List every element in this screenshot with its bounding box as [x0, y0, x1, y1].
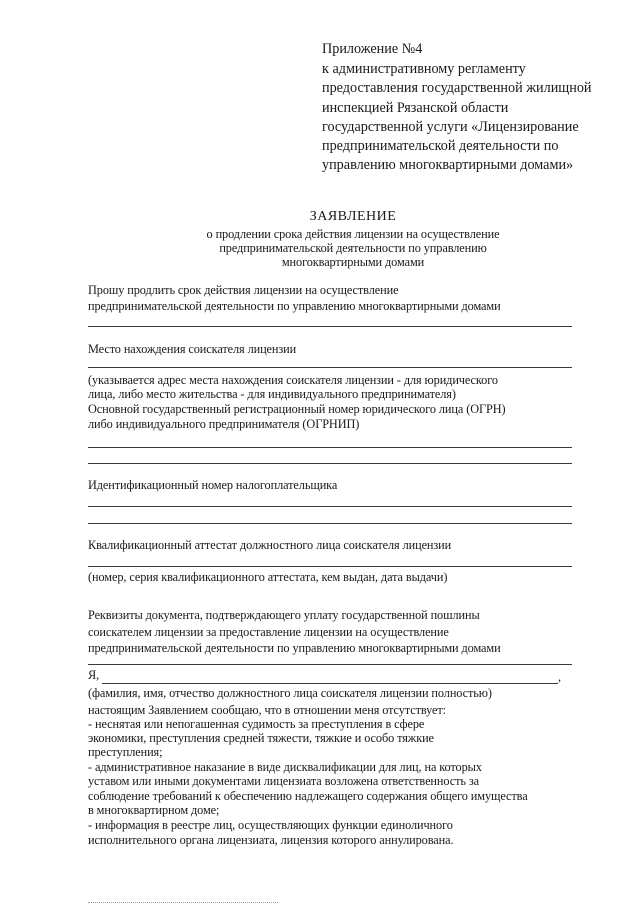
payment-label: предпринимательской деятельности по управлению многоквартирными домами — [88, 641, 501, 655]
declaration-line: исполнительного органа лицензиата, лицензия которого аннулирована. — [88, 833, 454, 847]
certificate-label: Квалификационный аттестат должностного лица соискателя лицензии — [88, 538, 452, 552]
declaration-line: настоящим Заявлением сообщаю, что в отношении меня отсутствует: — [88, 703, 446, 717]
inn-fill-line[interactable] — [88, 506, 572, 507]
ogrn-fill-line[interactable] — [88, 463, 572, 464]
appendix-line: к административному регламенту — [322, 61, 526, 77]
appendix-line: Приложение №4 — [322, 41, 423, 57]
inn-fill-line[interactable] — [88, 523, 572, 524]
declaration-line: - неснятая или непогашенная судимость за преступления в сфере — [88, 717, 425, 731]
declaration-name-line[interactable] — [102, 683, 558, 684]
location-fill-line[interactable] — [88, 367, 572, 368]
certificate-fill-line[interactable] — [88, 566, 572, 567]
request-text: предпринимательской деятельности по управлению многоквартирными домами — [88, 299, 501, 313]
declaration-prefix: Я, — [88, 668, 100, 682]
declaration-line: преступления; — [88, 745, 163, 759]
document-title: ЗАЯВЛЕНИЕ — [309, 209, 397, 224]
ogrn-label: либо индивидуального предпринимателя (ОГРНИП) — [88, 417, 360, 431]
scan-artifact-line — [88, 902, 278, 903]
document-subtitle: предпринимательской деятельности по управлению — [219, 241, 487, 255]
declaration-line: в многоквартирном доме; — [88, 803, 220, 817]
request-text: Прошу продлить срок действия лицензии на осуществление — [88, 283, 399, 297]
payment-label: соискателем лицензии за предоставление лицензии на осуществление — [88, 625, 449, 639]
document-subtitle: многоквартирными домами — [281, 255, 425, 269]
payment-label: Реквизиты документа, подтверждающего уплату государственной пошлины — [88, 608, 480, 622]
ogrn-fill-line[interactable] — [88, 447, 572, 448]
appendix-line: управлению многоквартирными домами» — [322, 157, 574, 173]
declaration-hint: (фамилия, имя, отчество должностного лица соискателя лицензии полностью) — [88, 686, 492, 700]
appendix-line: государственной услуги «Лицензирование — [322, 119, 579, 135]
declaration-line: - информация в реестре лиц, осуществляющих функции единоличного — [88, 818, 453, 832]
location-label: Место нахождения соискателя лицензии — [88, 342, 297, 356]
appendix-line: инспекцией Рязанской области — [322, 100, 509, 116]
declaration-line: - административное наказание в виде дисквалификации для лиц, на которых — [88, 760, 482, 774]
location-hint: лица, либо место жительства - для индивидуального предпринимателя) — [88, 387, 456, 401]
location-hint: (указывается адрес места нахождения соискателя лицензии - для юридического — [88, 373, 498, 387]
appendix-line: предпринимательской деятельности по — [322, 138, 559, 154]
ogrn-label: Основной государственный регистрационный номер юридического лица (ОГРН) — [88, 402, 506, 416]
certificate-hint: (номер, серия квалификационного аттестата, кем выдан, дата выдачи) — [88, 570, 448, 584]
declaration-line: уставом или иными документами лицензиата возложена ответственность за — [88, 774, 479, 788]
request-fill-line[interactable] — [88, 326, 572, 327]
declaration-line: экономики, преступления средней тяжести, тяжкие и особо тяжкие — [88, 731, 434, 745]
declaration-comma: , — [558, 670, 561, 684]
payment-fill-line[interactable] — [88, 664, 572, 665]
inn-label: Идентификационный номер налогоплательщика — [88, 478, 338, 492]
appendix-line: предоставления государственной жилищной — [322, 80, 592, 96]
document-subtitle: о продлении срока действия лицензии на осуществление — [206, 227, 500, 241]
declaration-line: соблюдение требований к обеспечению надлежащего содержания общего имущества — [88, 789, 528, 803]
